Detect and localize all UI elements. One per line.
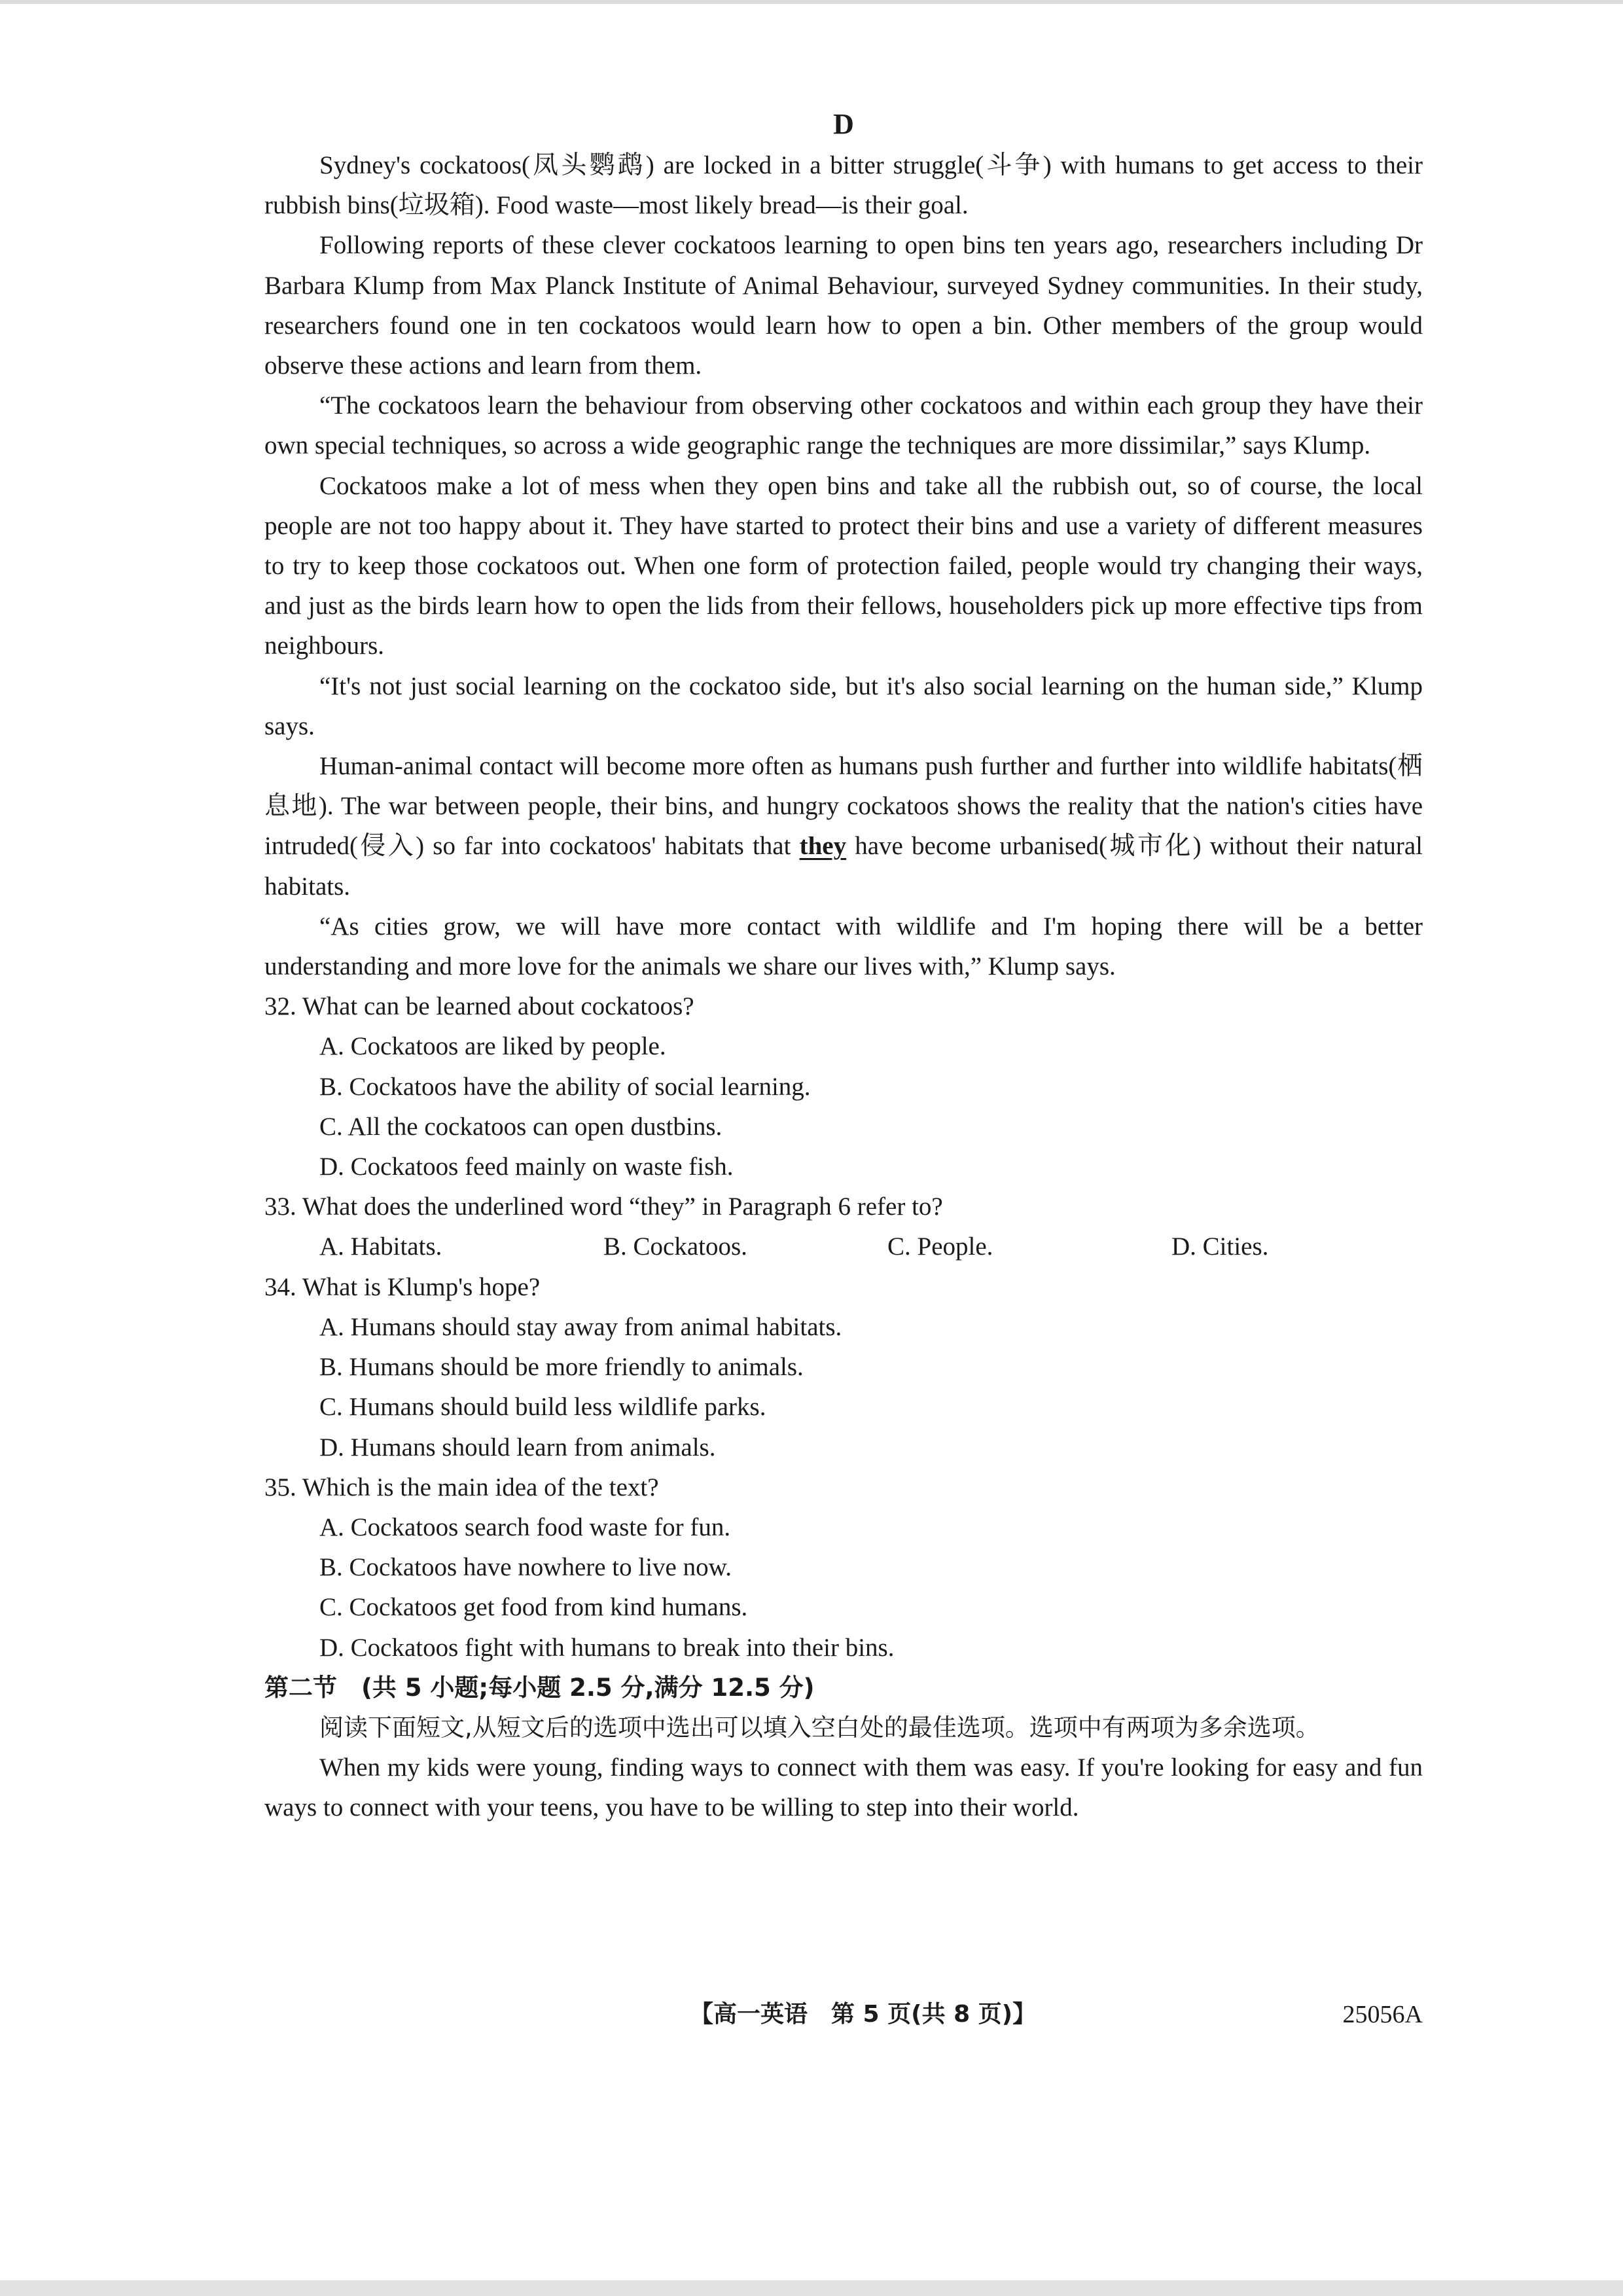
question-33-stem: 33. What does the underlined word “they” in Paragraph 6 refer to?	[264, 1193, 943, 1221]
footer-page-info: 【高一英语 第 5 页(共 8 页)】	[690, 2001, 1037, 2028]
question-32-option-c: C. All the cockatoos can open dustbins.	[319, 1112, 722, 1141]
passage-paragraph-2: Following reports of these clever cockatoos learning to open bins ten years ago, researchers including Dr Barbara Klump from Max Planck Institute of Animal Behaviour, surveyed Sydney communities. In their study, researchers found one in ten cockatoos would learn how to open a bin. Other members of the group would observe these actions and learn from them.	[264, 231, 1423, 380]
question-34-option-d: D. Humans should learn from animals.	[319, 1433, 716, 1462]
question-35-option-a: A. Cockatoos search food waste for fun.	[319, 1513, 731, 1541]
passage-paragraph-7: “As cities grow, we will have more contact with wildlife and I'm hoping there will be a better understanding and more love for the animals we share our lives with,” Klump says.	[264, 912, 1423, 981]
question-35-option-c: C. Cockatoos get food from kind humans.	[319, 1593, 748, 1622]
question-32-option-d: D. Cockatoos feed mainly on waste fish.	[319, 1153, 734, 1181]
question-32-stem: 32. What can be learned about cockatoos?	[264, 992, 694, 1021]
question-32-option-a: A. Cockatoos are liked by people.	[319, 1032, 666, 1061]
question-33-option-c: C. People.	[887, 1232, 993, 1261]
question-33-option-d: D. Cities.	[1171, 1232, 1269, 1261]
question-34-option-c: C. Humans should build less wildlife parks.	[319, 1393, 766, 1422]
passage-paragraph-4: Cockatoos make a lot of mess when they open bins and take all the rubbish out, so of course, the local people are not too happy about it. They have started to protect their bins and use a variety of different measures to try to keep those cockatoos out. When one form of protection failed, people would try changing their ways, and just as the birds learn how to open the lids from their fellows, householders pick up more effective tips from neighbours.	[264, 471, 1423, 660]
question-33-options	[264, 1227, 1423, 1266]
question-34-option-a: A. Humans should stay away from animal habitats.	[319, 1312, 842, 1341]
scan-bottom-edge	[0, 2280, 1623, 2296]
question-35-stem: 35. Which is the main idea of the text?	[264, 1473, 659, 1501]
passage-paragraph-3: “The cockatoos learn the behaviour from observing other cockatoos and within each group they have their own special techniques, so across a wide geographic range the techniques are more dissimilar,” says Klump.	[264, 391, 1423, 460]
scan-top-edge	[0, 0, 1623, 4]
question-34-stem: 34. What is Klump's hope?	[264, 1272, 541, 1301]
part-two-passage-start: When my kids were young, finding ways to connect with them was easy. If you're looking for easy and fun ways to connect with your teens, you have to be willing to step into their world.	[264, 1753, 1423, 1822]
question-35-option-d: D. Cockatoos fight with humans to break into their bins.	[319, 1633, 895, 1662]
question-35-option-b: B. Cockatoos have nowhere to live now.	[319, 1553, 732, 1582]
exam-page	[264, 105, 1423, 1828]
question-34-option-b: B. Humans should be more friendly to animals.	[319, 1353, 804, 1382]
question-32-option-b: B. Cockatoos have the ability of social learning.	[319, 1072, 811, 1101]
page-footer	[264, 1995, 1423, 2034]
footer-paper-code: 25056A	[1342, 2001, 1423, 2028]
question-33-option-a: A. Habitats.	[319, 1232, 442, 1261]
underlined-word: they	[799, 832, 847, 861]
part-two-heading: 第二节 (共 5 小题;每小题 2.5 分,满分 12.5 分)	[264, 1673, 815, 1702]
section-letter: D	[833, 108, 854, 140]
question-33-option-b: B. Cockatoos.	[603, 1232, 747, 1261]
passage-paragraph-6: Human-animal contact will become more often as humans push further and further into wildlife habitats(栖息地). The war between people, their bins, and hungry cockatoos shows the reality that the nation's cities have intruded(侵入) so far into cockatoos' habitats that they have become urbanised(城市化) without their natural habitats.	[264, 752, 1423, 901]
part-two-instruction: 阅读下面短文,从短文后的选项中选出可以填入空白处的最佳选项。选项中有两项为多余选项。	[319, 1713, 1320, 1742]
passage-paragraph-1: Sydney's cockatoos(凤头鹦鹉) are locked in a bitter struggle(斗争) with humans to get access to their rubbish bins(垃圾箱). Food waste—most likely bread—is their goal.	[264, 151, 1423, 220]
passage-paragraph-5: “It's not just social learning on the cockatoo side, but it's also social learning on the human side,” Klump says.	[264, 672, 1423, 740]
